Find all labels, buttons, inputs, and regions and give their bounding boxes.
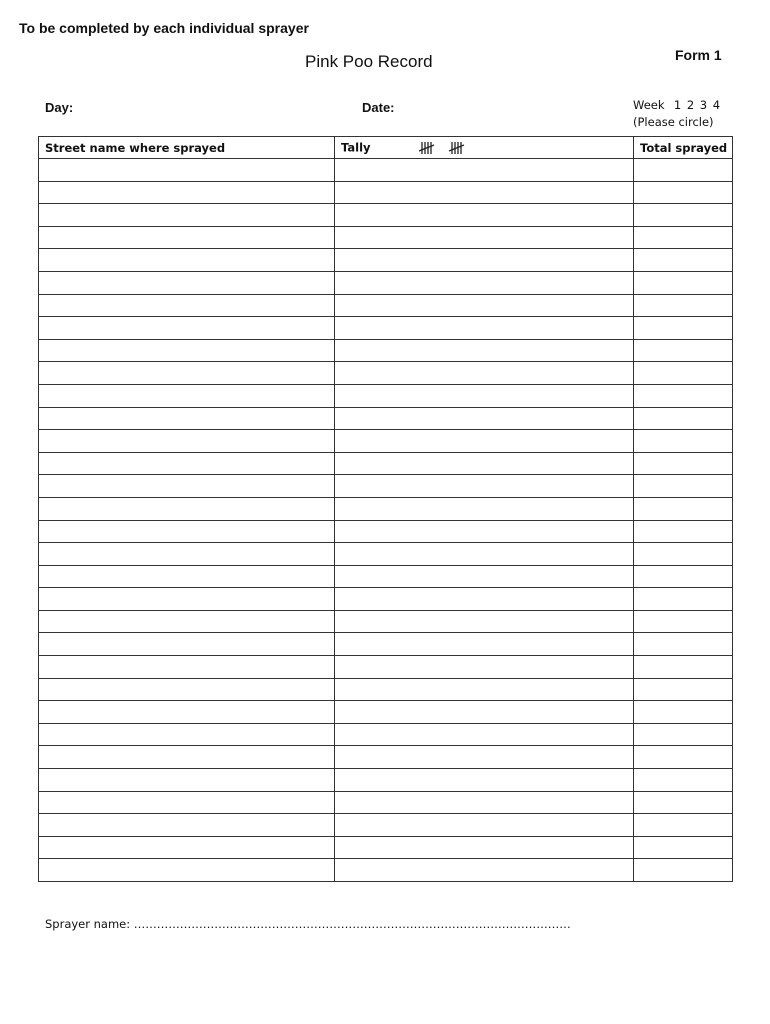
tally-cell[interactable] xyxy=(335,588,634,611)
week-selector xyxy=(633,97,722,131)
street-cell[interactable] xyxy=(39,497,335,520)
street-cell[interactable] xyxy=(39,836,335,859)
street-cell[interactable] xyxy=(39,588,335,611)
street-cell[interactable] xyxy=(39,204,335,227)
total-cell[interactable] xyxy=(634,362,733,385)
table-row xyxy=(39,814,733,837)
street-cell[interactable] xyxy=(39,791,335,814)
table-row xyxy=(39,520,733,543)
table-row xyxy=(39,249,733,272)
date-label: Date: xyxy=(362,100,395,115)
total-cell[interactable] xyxy=(634,520,733,543)
table-row xyxy=(39,678,733,701)
street-cell[interactable] xyxy=(39,452,335,475)
tally-cell[interactable] xyxy=(335,430,634,453)
table-row xyxy=(39,204,733,227)
street-cell[interactable] xyxy=(39,249,335,272)
table-row xyxy=(39,610,733,633)
street-cell[interactable] xyxy=(39,271,335,294)
table-row xyxy=(39,836,733,859)
column-header-street: Street name where sprayed xyxy=(39,137,335,159)
street-cell[interactable] xyxy=(39,859,335,882)
tally-cell[interactable] xyxy=(335,633,634,656)
tally-cell[interactable] xyxy=(335,520,634,543)
total-cell[interactable] xyxy=(634,588,733,611)
week-note: (Please circle) xyxy=(633,115,714,129)
tally-cell[interactable] xyxy=(335,181,634,204)
street-cell[interactable] xyxy=(39,610,335,633)
table-row xyxy=(39,271,733,294)
table-row xyxy=(39,746,733,769)
total-cell[interactable] xyxy=(634,610,733,633)
tally-cell[interactable] xyxy=(335,769,634,792)
street-cell[interactable] xyxy=(39,769,335,792)
table-row xyxy=(39,294,733,317)
table-row xyxy=(39,226,733,249)
table-row xyxy=(39,339,733,362)
street-cell[interactable] xyxy=(39,384,335,407)
total-cell[interactable] xyxy=(634,701,733,724)
page-title: Pink Poo Record xyxy=(305,52,433,71)
total-cell[interactable] xyxy=(634,317,733,340)
table-row xyxy=(39,565,733,588)
total-cell[interactable] xyxy=(634,565,733,588)
tally-cell[interactable] xyxy=(335,836,634,859)
total-cell[interactable] xyxy=(634,814,733,837)
street-cell[interactable] xyxy=(39,181,335,204)
street-cell[interactable] xyxy=(39,565,335,588)
total-cell[interactable] xyxy=(634,430,733,453)
total-cell[interactable] xyxy=(634,249,733,272)
table-row xyxy=(39,791,733,814)
street-cell[interactable] xyxy=(39,339,335,362)
street-cell[interactable] xyxy=(39,678,335,701)
table-row xyxy=(39,723,733,746)
tally-cell[interactable] xyxy=(335,407,634,430)
street-cell[interactable] xyxy=(39,633,335,656)
tally-cell[interactable] xyxy=(335,791,634,814)
total-cell[interactable] xyxy=(634,836,733,859)
week-option-1[interactable]: 1 xyxy=(673,98,682,112)
table-row xyxy=(39,656,733,679)
tally-cell[interactable] xyxy=(335,497,634,520)
table-row xyxy=(39,384,733,407)
tally-cell[interactable] xyxy=(335,814,634,837)
street-cell[interactable] xyxy=(39,746,335,769)
tally-cell[interactable] xyxy=(335,701,634,724)
street-cell[interactable] xyxy=(39,701,335,724)
instruction-text: To be completed by each individual sprayer xyxy=(19,20,309,36)
tally-cell[interactable] xyxy=(335,565,634,588)
tally-cell[interactable] xyxy=(335,204,634,227)
week-option-4[interactable]: 4 xyxy=(712,98,721,112)
tally-cell[interactable] xyxy=(335,543,634,566)
tally-cell[interactable] xyxy=(335,610,634,633)
table-row xyxy=(39,701,733,724)
table-row xyxy=(39,430,733,453)
total-cell[interactable] xyxy=(634,656,733,679)
total-cell[interactable] xyxy=(634,543,733,566)
street-cell[interactable] xyxy=(39,226,335,249)
table-row xyxy=(39,452,733,475)
total-cell[interactable] xyxy=(634,497,733,520)
total-cell[interactable] xyxy=(634,384,733,407)
total-cell[interactable] xyxy=(634,181,733,204)
total-cell[interactable] xyxy=(634,226,733,249)
tally-cell[interactable] xyxy=(335,859,634,882)
street-cell[interactable] xyxy=(39,294,335,317)
table-row xyxy=(39,769,733,792)
total-cell[interactable] xyxy=(634,769,733,792)
table-row xyxy=(39,181,733,204)
tally-cell[interactable] xyxy=(335,294,634,317)
table-row xyxy=(39,362,733,385)
tally-cell[interactable] xyxy=(335,339,634,362)
tally-cell[interactable] xyxy=(335,226,634,249)
street-cell[interactable] xyxy=(39,520,335,543)
street-cell[interactable] xyxy=(39,159,335,182)
street-cell[interactable] xyxy=(39,723,335,746)
tally-cell[interactable] xyxy=(335,723,634,746)
table-row xyxy=(39,588,733,611)
tally-cell[interactable] xyxy=(335,384,634,407)
sprayer-name-field[interactable]: Sprayer name: …………………………………………………………………………………………………… xyxy=(45,917,571,931)
street-cell[interactable] xyxy=(39,814,335,837)
street-cell[interactable] xyxy=(39,475,335,498)
street-cell[interactable] xyxy=(39,317,335,340)
spray-record-table xyxy=(38,136,733,882)
column-header-total: Total sprayed xyxy=(634,137,733,159)
total-cell[interactable] xyxy=(634,339,733,362)
table-row xyxy=(39,159,733,182)
week-label: Week xyxy=(633,98,665,112)
tally-cell[interactable] xyxy=(335,678,634,701)
tally-cell[interactable] xyxy=(335,271,634,294)
total-cell[interactable] xyxy=(634,678,733,701)
tally-cell[interactable] xyxy=(335,317,634,340)
street-cell[interactable] xyxy=(39,362,335,385)
total-cell[interactable] xyxy=(634,746,733,769)
tally-cell[interactable] xyxy=(335,249,634,272)
total-cell[interactable] xyxy=(634,407,733,430)
table-row xyxy=(39,475,733,498)
day-label: Day: xyxy=(45,100,74,115)
tally-cell[interactable] xyxy=(335,746,634,769)
total-cell[interactable] xyxy=(634,723,733,746)
tally-cell[interactable] xyxy=(335,362,634,385)
table-row xyxy=(39,407,733,430)
total-cell[interactable] xyxy=(634,791,733,814)
tally-cell[interactable] xyxy=(335,656,634,679)
total-cell[interactable] xyxy=(634,294,733,317)
table-row xyxy=(39,859,733,882)
table-row xyxy=(39,497,733,520)
table-row xyxy=(39,633,733,656)
table-row xyxy=(39,543,733,566)
week-option-2[interactable]: 2 xyxy=(686,98,695,112)
total-cell[interactable] xyxy=(634,452,733,475)
total-cell[interactable] xyxy=(634,475,733,498)
total-cell[interactable] xyxy=(634,271,733,294)
street-cell[interactable] xyxy=(39,656,335,679)
total-cell[interactable] xyxy=(634,204,733,227)
column-header-tally: Tally xyxy=(335,137,634,159)
week-option-3[interactable]: 3 xyxy=(699,98,708,112)
tally-marks-icon xyxy=(419,140,465,156)
street-cell[interactable] xyxy=(39,407,335,430)
table-row xyxy=(39,317,733,340)
tally-cell[interactable] xyxy=(335,159,634,182)
total-cell[interactable] xyxy=(634,633,733,656)
form-number: Form 1 xyxy=(675,47,722,63)
street-cell[interactable] xyxy=(39,430,335,453)
tally-cell[interactable] xyxy=(335,475,634,498)
street-cell[interactable] xyxy=(39,543,335,566)
tally-cell[interactable] xyxy=(335,452,634,475)
total-cell[interactable] xyxy=(634,859,733,882)
total-cell[interactable] xyxy=(634,159,733,182)
table-header-row xyxy=(39,137,733,159)
